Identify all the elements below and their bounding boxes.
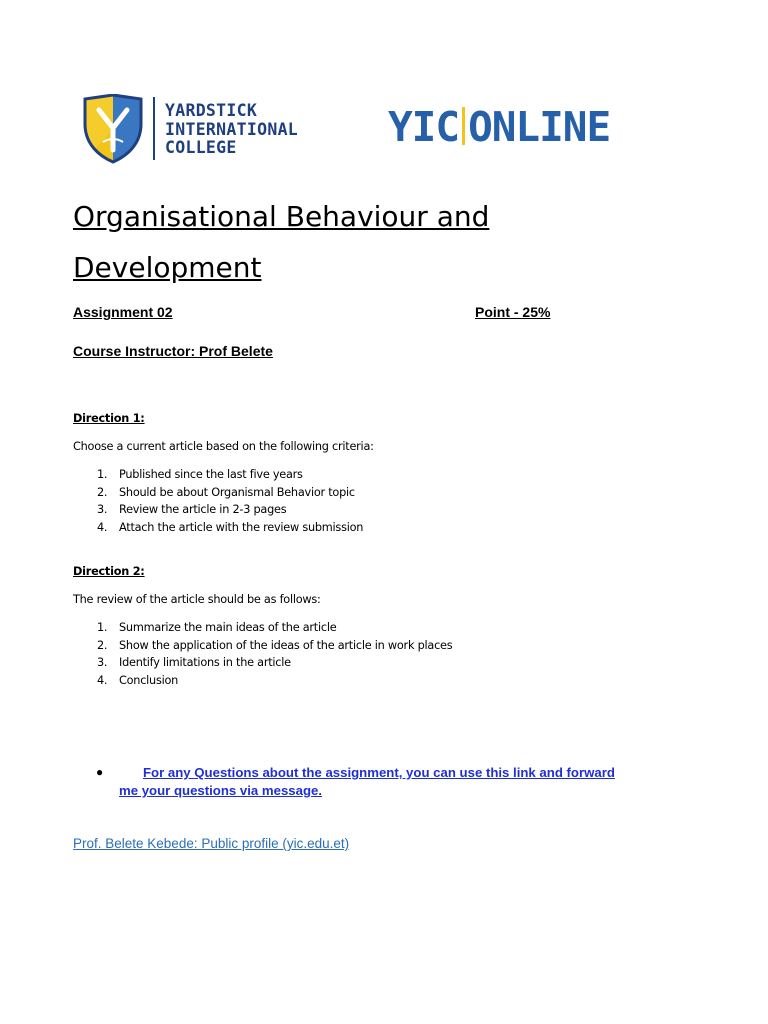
direction-2-list [97,619,517,689]
questions-link-line-2[interactable]: me your questions via message. [119,783,323,798]
list-item: 2. Should be about Organismal Behavior topic [97,485,355,499]
logo-online: ONLINE [468,103,611,151]
college-name: YARDSTICK INTERNATIONAL COLLEGE [165,101,299,157]
direction-1-heading: Direction 1: [73,412,145,425]
direction-2-intro: The review of the article should be as follows: [73,593,321,606]
list-item: 1. Published since the last five years [97,468,303,481]
logo-yic: YIC [388,103,460,151]
list-item: 2. Show the application of the ideas of the article in work places [97,638,453,652]
shield-icon [82,94,144,164]
logo-separator [462,107,465,145]
yic-online-logo [388,104,610,150]
document-title-line-2: Development [73,251,262,284]
logo-divider [153,97,155,160]
bullet-icon: ● [96,765,104,779]
list-item: 3. Review the article in 2-3 pages [97,503,287,516]
list-item: 1. Summarize the main ideas of the article [97,621,337,634]
direction-1-list [97,466,497,536]
points-label: Point - 25% [475,304,551,320]
list-item: 4. Conclusion [97,673,179,687]
list-item: 3. Identify limitations in the article [97,656,291,669]
direction-2-heading: Direction 2: [73,565,145,578]
assignment-label: Assignment 02 [73,304,173,320]
instructor-label: Course Instructor: Prof Belete [73,343,273,359]
profile-link[interactable]: Prof. Belete Kebede: Public profile (yic.edu.et) [73,836,350,851]
college-logo [82,94,327,166]
direction-1-intro: Choose a current article based on the following criteria: [73,440,374,453]
questions-link-line-1[interactable]: For any Questions about the assignment, you can use this link and forward [143,765,615,780]
list-item: 4. Attach the article with the review submission [97,520,364,534]
document-title-line-1: Organisational Behaviour and [73,200,490,233]
